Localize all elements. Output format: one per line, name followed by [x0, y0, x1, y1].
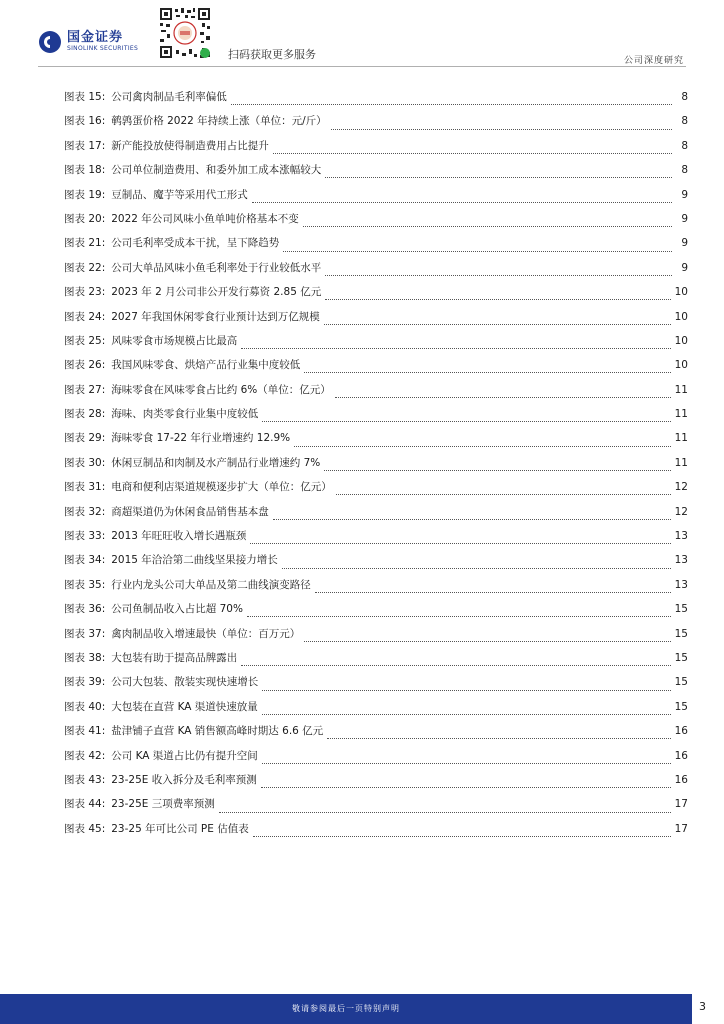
- toc-page-number[interactable]: 10: [674, 334, 688, 347]
- toc-page-number[interactable]: 8: [681, 115, 688, 128]
- toc-figure-label: 图表 28:: [64, 408, 106, 421]
- page-number: 3: [699, 1000, 706, 1013]
- toc-figure-title[interactable]: 公司大包装、散装实现快速增长: [111, 676, 259, 689]
- toc-figure-label: 图表 32:: [64, 505, 106, 518]
- toc-figure-title[interactable]: 23-25 年可比公司 PE 估值表: [111, 822, 249, 835]
- toc-row[interactable]: [64, 552, 688, 576]
- toc-row[interactable]: [64, 455, 688, 479]
- toc-dot-leader: [262, 762, 671, 764]
- toc-row[interactable]: [64, 772, 688, 796]
- toc-figure-title[interactable]: 公司 KA 渠道占比仍有提升空间: [111, 749, 258, 762]
- header-divider: [38, 66, 686, 67]
- toc-row[interactable]: [64, 626, 688, 650]
- toc-figure-title[interactable]: 公司鱼制品收入占比超 70%: [111, 603, 243, 616]
- toc-figure-label: 图表 41:: [64, 725, 106, 738]
- toc-row[interactable]: [64, 577, 688, 601]
- qr-code-icon[interactable]: [158, 6, 212, 60]
- toc-page-number[interactable]: 9: [681, 188, 688, 201]
- toc-page-number[interactable]: 11: [674, 383, 688, 396]
- toc-figure-label: 图表 45:: [64, 822, 106, 835]
- toc-row[interactable]: [64, 821, 688, 845]
- toc-dot-leader: [325, 274, 672, 276]
- toc-dot-leader: [335, 396, 671, 398]
- toc-dot-leader: [252, 201, 672, 203]
- company-logo: [38, 30, 138, 54]
- toc-row[interactable]: [64, 333, 688, 357]
- footer-disclaimer: 敬请参阅最后一页特别声明: [292, 1004, 400, 1013]
- toc-figure-label: 图表 31:: [64, 481, 106, 494]
- toc-page-number[interactable]: 17: [674, 822, 688, 835]
- toc-figure-label: 图表 35:: [64, 578, 106, 591]
- toc-dot-leader: [261, 786, 671, 788]
- toc-page-number[interactable]: 15: [674, 676, 688, 689]
- toc-row[interactable]: [64, 723, 688, 747]
- toc-dot-leader: [336, 493, 671, 495]
- toc-figure-title[interactable]: 2027 年我国休闲零食行业预计达到万亿规模: [111, 310, 320, 323]
- toc-row[interactable]: [64, 89, 688, 113]
- toc-page-number[interactable]: 9: [681, 212, 688, 225]
- toc-page-number[interactable]: 13: [674, 554, 688, 567]
- toc-row[interactable]: [64, 309, 688, 333]
- toc-figure-title[interactable]: 风味零食市场规模占比最高: [111, 334, 238, 347]
- toc-figure-label: 图表 33:: [64, 530, 106, 543]
- toc-figure-title[interactable]: 2022 年公司风味小鱼单吨价格基本不变: [111, 212, 299, 225]
- toc-dot-leader: [273, 518, 671, 520]
- toc-page-number[interactable]: 11: [674, 456, 688, 469]
- toc-page-number[interactable]: 16: [674, 773, 688, 786]
- toc-page-number[interactable]: 9: [681, 237, 688, 250]
- toc-figure-label: 图表 44:: [64, 798, 106, 811]
- toc-figure-title[interactable]: 23-25E 收入拆分及毛利率预测: [111, 773, 257, 786]
- toc-dot-leader: [219, 811, 671, 813]
- toc-figure-label: 图表 40:: [64, 700, 106, 713]
- toc-figure-title[interactable]: 2013 年旺旺收入增长遇瓶颈: [111, 530, 247, 543]
- toc-dot-leader: [282, 567, 671, 569]
- toc-figure-label: 图表 15:: [64, 91, 106, 103]
- toc-dot-leader: [304, 371, 670, 373]
- toc-figure-title[interactable]: 行业内龙头公司大单品及第二曲线演变路径: [111, 578, 311, 591]
- toc-dot-leader: [331, 128, 672, 130]
- toc-dot-leader: [325, 176, 672, 178]
- toc-figure-title[interactable]: 鹌鹑蛋价格 2022 年持续上涨（单位：元/斤）: [111, 115, 327, 128]
- page-header: [0, 0, 724, 70]
- toc-figure-label: 图表 43:: [64, 773, 106, 786]
- toc-figure-label: 图表 20:: [64, 212, 106, 225]
- toc-row[interactable]: [64, 187, 688, 211]
- toc-figure-label: 图表 26:: [64, 359, 106, 372]
- toc-page-number[interactable]: 12: [674, 505, 688, 518]
- toc-page-number[interactable]: 8: [681, 139, 688, 152]
- toc-figure-label: 图表 30:: [64, 456, 106, 469]
- toc-figure-title[interactable]: 公司禽肉制品毛利率偏低: [111, 91, 227, 103]
- toc-page-number[interactable]: 10: [674, 359, 688, 372]
- toc-dot-leader: [294, 445, 670, 447]
- toc-dot-leader: [324, 323, 671, 325]
- toc-dot-leader: [304, 640, 670, 642]
- toc-row[interactable]: [64, 406, 688, 430]
- toc-row[interactable]: [64, 601, 688, 625]
- toc-row[interactable]: [64, 382, 688, 406]
- toc-figure-label: 图表 23:: [64, 286, 106, 299]
- toc-row[interactable]: [64, 528, 688, 552]
- toc-figure-title[interactable]: 禽肉制品收入增速最快（单位：百万元）: [111, 627, 301, 640]
- toc-row[interactable]: [64, 113, 688, 137]
- toc-row[interactable]: [64, 357, 688, 381]
- toc-figure-title[interactable]: 大包装在直营 KA 渠道快速放量: [111, 700, 258, 713]
- toc-figure-title[interactable]: 我国风味零食、烘焙产品行业集中度较低: [111, 359, 301, 372]
- toc-row[interactable]: [64, 699, 688, 723]
- toc-figure-title[interactable]: 海味零食 17-22 年行业增速约 12.9%: [111, 432, 291, 445]
- toc-page-number[interactable]: 15: [674, 603, 688, 616]
- toc-figure-label: 图表 22:: [64, 261, 106, 274]
- qr-caption: 扫码获取更多服务: [228, 48, 316, 61]
- toc-page-number[interactable]: 10: [674, 286, 688, 299]
- toc-dot-leader: [303, 225, 672, 227]
- toc-page-number[interactable]: 15: [674, 627, 688, 640]
- toc-figure-label: 图表 39:: [64, 676, 106, 689]
- toc-figure-label: 图表 17:: [64, 139, 106, 152]
- toc-page-number[interactable]: 15: [674, 700, 688, 713]
- toc-dot-leader: [250, 542, 670, 544]
- toc-dot-leader: [247, 615, 671, 617]
- toc-dot-leader: [253, 835, 671, 837]
- toc-figure-label: 图表 19:: [64, 188, 106, 201]
- toc-dot-leader: [262, 713, 671, 715]
- figure-index-list: [64, 89, 688, 845]
- toc-figure-label: 图表 24:: [64, 310, 106, 323]
- toc-row[interactable]: [64, 674, 688, 698]
- toc-row[interactable]: [64, 235, 688, 259]
- toc-page-number[interactable]: 11: [674, 432, 688, 445]
- toc-page-number[interactable]: 8: [681, 164, 688, 177]
- toc-figure-label: 图表 36:: [64, 603, 106, 616]
- toc-figure-title[interactable]: 盐津铺子直营 KA 销售额高峰时期达 6.6 亿元: [111, 725, 324, 738]
- toc-dot-leader: [262, 420, 670, 422]
- toc-row[interactable]: [64, 479, 688, 503]
- toc-figure-title[interactable]: 休闲豆制品和肉制及水产制品行业增速约 7%: [111, 456, 321, 469]
- toc-figure-label: 图表 25:: [64, 334, 106, 347]
- toc-dot-leader: [262, 689, 670, 691]
- toc-page-number[interactable]: 13: [674, 530, 688, 543]
- toc-page-number[interactable]: 10: [674, 310, 688, 323]
- toc-figure-title[interactable]: 商超渠道仍为休闲食品销售基本盘: [111, 505, 269, 518]
- toc-figure-label: 图表 38:: [64, 651, 106, 664]
- toc-dot-leader: [325, 298, 670, 300]
- toc-figure-label: 图表 16:: [64, 115, 106, 128]
- toc-dot-leader: [241, 347, 670, 349]
- sinolink-logo-icon: [38, 30, 62, 54]
- toc-figure-title[interactable]: 公司毛利率受成本干扰，呈下降趋势: [111, 237, 280, 250]
- toc-figure-title[interactable]: 电商和便利店渠道规模逐步扩大（单位：亿元）: [111, 481, 332, 494]
- toc-dot-leader: [324, 469, 670, 471]
- toc-figure-title[interactable]: 2023 年 2 月公司非公开发行募资 2.85 亿元: [111, 286, 322, 299]
- toc-row[interactable]: [64, 504, 688, 528]
- toc-dot-leader: [231, 103, 672, 105]
- toc-figure-label: 图表 37:: [64, 627, 106, 640]
- toc-figure-title[interactable]: 海味、肉类零食行业集中度较低: [111, 408, 259, 421]
- toc-dot-leader: [273, 152, 672, 154]
- toc-page-number[interactable]: 16: [674, 725, 688, 738]
- toc-figure-title[interactable]: 新产能投放使得制造费用占比提升: [111, 139, 269, 152]
- logo-english-name: SINOLINK SECURITIES: [67, 45, 139, 52]
- toc-row[interactable]: [64, 211, 688, 235]
- toc-dot-leader: [283, 250, 672, 252]
- toc-figure-title[interactable]: 公司单位制造费用、和委外加工成本涨幅较大: [111, 164, 322, 177]
- toc-figure-title[interactable]: 23-25E 三项费率预测: [111, 798, 215, 811]
- toc-page-number[interactable]: 12: [674, 481, 688, 494]
- logo-chinese-name: 国金证券: [67, 30, 124, 45]
- toc-page-number[interactable]: 11: [674, 408, 688, 421]
- toc-dot-leader: [327, 737, 670, 739]
- toc-page-number[interactable]: 9: [681, 261, 688, 274]
- toc-row[interactable]: [64, 796, 688, 820]
- toc-figure-label: 图表 34:: [64, 554, 106, 567]
- toc-figure-label: 图表 21:: [64, 237, 106, 250]
- toc-figure-label: 图表 29:: [64, 432, 106, 445]
- toc-page-number[interactable]: 17: [674, 798, 688, 811]
- toc-page-number[interactable]: 13: [674, 578, 688, 591]
- toc-row[interactable]: [64, 284, 688, 308]
- toc-row[interactable]: [64, 650, 688, 674]
- toc-row[interactable]: [64, 748, 688, 772]
- toc-figure-label: 图表 27:: [64, 383, 106, 396]
- toc-page-number[interactable]: 16: [674, 749, 688, 762]
- document-type-label: 公司深度研究: [623, 56, 684, 66]
- toc-figure-title[interactable]: 大包装有助于提高品牌露出: [111, 651, 238, 664]
- toc-row[interactable]: [64, 430, 688, 454]
- toc-dot-leader: [315, 591, 671, 593]
- toc-figure-label: 图表 42:: [64, 749, 106, 762]
- toc-figure-title[interactable]: 豆制品、魔芋等采用代工形式: [111, 188, 248, 201]
- toc-row[interactable]: [64, 162, 688, 186]
- toc-page-number[interactable]: 8: [681, 91, 688, 103]
- toc-row[interactable]: [64, 260, 688, 284]
- toc-dot-leader: [241, 664, 670, 666]
- toc-row[interactable]: [64, 138, 688, 162]
- toc-figure-label: 图表 18:: [64, 164, 106, 177]
- toc-page-number[interactable]: 15: [674, 651, 688, 664]
- toc-figure-title[interactable]: 2015 年洽洽第二曲线坚果接力增长: [111, 554, 278, 567]
- toc-figure-title[interactable]: 公司大单品风味小鱼毛利率处于行业较低水平: [111, 261, 322, 274]
- toc-figure-title[interactable]: 海味零食在风味零食占比约 6%（单位：亿元）: [111, 383, 331, 396]
